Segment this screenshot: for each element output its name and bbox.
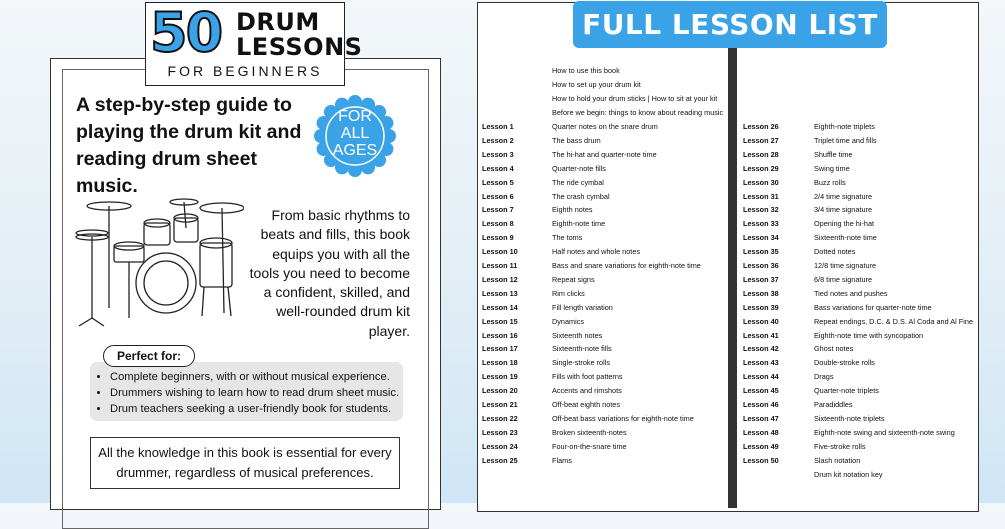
lesson-number: Lesson 2 bbox=[482, 135, 514, 145]
column-divider bbox=[728, 48, 737, 508]
lesson-number: Lesson 10 bbox=[482, 247, 518, 257]
lesson-title: Paradiddles bbox=[814, 400, 853, 409]
lesson-number: Lesson 3 bbox=[482, 149, 514, 159]
lesson-number: Lesson 4 bbox=[482, 163, 514, 173]
badge-line-1: FOR bbox=[338, 108, 372, 125]
lesson-title: 6/8 time signature bbox=[814, 274, 873, 284]
lesson-number: Lesson 22 bbox=[482, 413, 518, 423]
lesson-title: Opening the hi-hat bbox=[814, 219, 875, 229]
lesson-number: Lesson 17 bbox=[482, 344, 518, 354]
lesson-number: Lesson 24 bbox=[482, 441, 518, 451]
lesson-title: Off-beat eighth notes bbox=[552, 400, 621, 409]
intro-item: Before we begin: things to know about reading music bbox=[552, 108, 724, 118]
lesson-number: Lesson 42 bbox=[743, 344, 779, 354]
lesson-title: The toms bbox=[552, 233, 583, 243]
cover-note: All the knowledge in this book is essential for every drummer, regardless of musical preferences. bbox=[90, 437, 400, 489]
lesson-number: Lesson 20 bbox=[482, 386, 518, 396]
lesson-title: 2/4 time signature bbox=[814, 191, 873, 201]
logo-word-drum: DRUM bbox=[236, 8, 320, 36]
lesson-title: Eighth-note time with syncopation bbox=[814, 330, 924, 340]
lesson-number: Lesson 40 bbox=[743, 316, 779, 326]
intro-item: How to use this book bbox=[552, 66, 620, 75]
lesson-number: Lesson 47 bbox=[743, 413, 779, 423]
lesson-title: Eighth notes bbox=[552, 205, 593, 215]
lesson-number: Lesson 11 bbox=[482, 261, 518, 270]
lesson-title: Five-stroke rolls bbox=[814, 441, 866, 451]
lesson-title: Bass variations for quarter-note time bbox=[814, 302, 932, 312]
lesson-title: The bass drum bbox=[552, 135, 601, 145]
lesson-title: Drags bbox=[814, 372, 834, 382]
lesson-number: Lesson 37 bbox=[743, 274, 779, 284]
lesson-title: The hi-hat and quarter-note time bbox=[552, 149, 657, 159]
intro-item: How to hold your drum sticks | How to sit at your kit bbox=[552, 94, 718, 104]
lesson-number: Lesson 34 bbox=[743, 233, 779, 243]
lesson-title: Single-stroke rolls bbox=[552, 358, 610, 368]
perfect-for-label: Perfect for: bbox=[103, 345, 195, 367]
all-ages-badge bbox=[313, 94, 397, 178]
badge-line-3: AGES bbox=[332, 142, 378, 159]
lesson-title: Double-stroke rolls bbox=[814, 358, 875, 368]
lesson-number: Lesson 6 bbox=[482, 191, 514, 201]
lesson-title: Repeat signs bbox=[552, 274, 595, 284]
lesson-number: Lesson 1 bbox=[482, 122, 514, 131]
lesson-title: Half notes and whole notes bbox=[552, 247, 641, 257]
lesson-title: Dotted notes bbox=[814, 247, 856, 257]
lesson-number: Lesson 26 bbox=[743, 122, 779, 131]
perfect-for-box bbox=[90, 362, 403, 421]
lesson-number: Lesson 13 bbox=[482, 288, 518, 298]
lesson-title: Quarter-note triplets bbox=[814, 386, 879, 396]
lesson-number: Lesson 35 bbox=[743, 247, 779, 257]
lesson-title: Off-beat bass variations for eighth-note time bbox=[552, 413, 694, 423]
lesson-number: Lesson 41 bbox=[743, 330, 779, 340]
lesson-number: Lesson 25 bbox=[482, 455, 518, 465]
lesson-number: Lesson 33 bbox=[743, 219, 779, 229]
lesson-number: Lesson 23 bbox=[482, 427, 518, 437]
perfect-for-item: • Complete beginners, with or without musical experience. bbox=[110, 369, 403, 385]
lesson-number: Lesson 43 bbox=[743, 358, 779, 368]
lesson-number: Lesson 31 bbox=[743, 191, 779, 201]
lesson-number: Lesson 48 bbox=[743, 427, 779, 437]
lesson-title: Broken sixteenth-notes bbox=[552, 427, 627, 437]
perfect-for-item: • Drum teachers seeking a user-friendly book for students. bbox=[110, 401, 403, 417]
lesson-number: Lesson 8 bbox=[482, 219, 514, 229]
lesson-title: The crash cymbal bbox=[552, 191, 610, 201]
lesson-number: Lesson 5 bbox=[482, 177, 514, 187]
lesson-title: Eighth-note time bbox=[552, 219, 606, 229]
logo-word-lessons: LESSONS bbox=[236, 33, 363, 61]
lesson-title: Tied notes and pushes bbox=[814, 288, 888, 298]
lesson-number: Lesson 29 bbox=[743, 163, 779, 173]
lesson-title: Four-on-the-snare time bbox=[552, 441, 627, 451]
lesson-number: Lesson 19 bbox=[482, 372, 518, 382]
lesson-title: 3/4 time signature bbox=[814, 205, 873, 215]
lesson-title: Fills with foot patterns bbox=[552, 372, 623, 382]
lesson-title: Buzz rolls bbox=[814, 177, 846, 187]
lesson-title: Rim clicks bbox=[552, 288, 585, 298]
perfect-for-list bbox=[90, 362, 403, 417]
lesson-number: Lesson 16 bbox=[482, 330, 518, 340]
lesson-number: Lesson 45 bbox=[743, 386, 779, 396]
lesson-title: Triplet time and fills bbox=[814, 135, 877, 145]
lesson-number: Lesson 44 bbox=[743, 372, 779, 382]
perfect-for-item: • Drummers wishing to learn how to read drum sheet music. bbox=[110, 385, 403, 401]
lesson-title: Sixteenth notes bbox=[552, 330, 603, 340]
lesson-number: Lesson 14 bbox=[482, 302, 518, 312]
lesson-title: Shuffle time bbox=[814, 149, 853, 159]
intro-item: How to set up your drum kit bbox=[552, 80, 641, 90]
lesson-number: Lesson 27 bbox=[743, 135, 779, 145]
lesson-number: Lesson 28 bbox=[743, 149, 779, 159]
logo-number: 50 bbox=[150, 1, 222, 64]
lesson-number: Lesson 18 bbox=[482, 358, 518, 368]
lesson-title: Swing time bbox=[814, 163, 850, 173]
lesson-title: Quarter notes on the snare drum bbox=[552, 122, 658, 131]
lesson-number: Lesson 30 bbox=[743, 177, 779, 187]
lesson-title: Eighth-note triplets bbox=[814, 122, 875, 131]
lesson-title: Fill length variation bbox=[552, 302, 613, 312]
lesson-title: Flams bbox=[552, 455, 572, 465]
lesson-title: Accents and rimshots bbox=[552, 386, 622, 396]
lesson-title: Sixteenth-note triplets bbox=[814, 413, 885, 423]
lesson-title: Eighth-note swing and sixteenth-note swing bbox=[814, 427, 955, 437]
cover-description: From basic rhythms to beats and fills, this book equips you with all the tools you need to become a confident, skilled, and well-rounded drum kit player. bbox=[249, 207, 410, 339]
badge-line-2: ALL bbox=[340, 125, 370, 142]
lesson-number: Lesson 39 bbox=[743, 302, 779, 312]
lesson-number: Lesson 32 bbox=[743, 205, 779, 215]
lesson-number: Lesson 15 bbox=[482, 316, 518, 326]
lesson-title: 12/8 time signature bbox=[814, 261, 877, 270]
lesson-title: Ghost notes bbox=[814, 344, 854, 354]
lesson-number: Lesson 50 bbox=[743, 455, 779, 465]
lesson-title: Repeat endings, D.C. & D.S. Al Coda and Al Fine bbox=[814, 316, 973, 326]
cover-headline: A step-by-step guide to playing the drum kit and reading drum sheet music. bbox=[76, 94, 302, 197]
lesson-title: The ride cymbal bbox=[552, 177, 604, 187]
logo-subtitle: FOR BEGINNERS bbox=[167, 63, 323, 79]
lesson-title: Sixteenth-note time bbox=[814, 233, 877, 243]
lesson-title: Slash notation bbox=[814, 455, 861, 465]
lesson-title: Quarter-note fills bbox=[552, 163, 606, 173]
lesson-title: Sixteenth-note fills bbox=[552, 344, 612, 354]
lesson-title: Dynamics bbox=[552, 316, 585, 326]
lesson-list-title: FULL LESSON LIST bbox=[573, 1, 887, 48]
lesson-number: Lesson 12 bbox=[482, 274, 518, 284]
lesson-number: Lesson 46 bbox=[743, 400, 779, 409]
footer-item: Drum kit notation key bbox=[814, 469, 883, 479]
lesson-number: Lesson 7 bbox=[482, 205, 514, 215]
lesson-number: Lesson 21 bbox=[482, 400, 518, 409]
lesson-number: Lesson 36 bbox=[743, 261, 779, 270]
drum-kit-illustration bbox=[74, 188, 244, 328]
lesson-number: Lesson 9 bbox=[482, 233, 514, 243]
lesson-number: Lesson 49 bbox=[743, 441, 779, 451]
lesson-number: Lesson 38 bbox=[743, 288, 779, 298]
book-logo bbox=[145, 1, 363, 86]
lesson-title: Bass and snare variations for eighth-note time bbox=[552, 261, 701, 270]
